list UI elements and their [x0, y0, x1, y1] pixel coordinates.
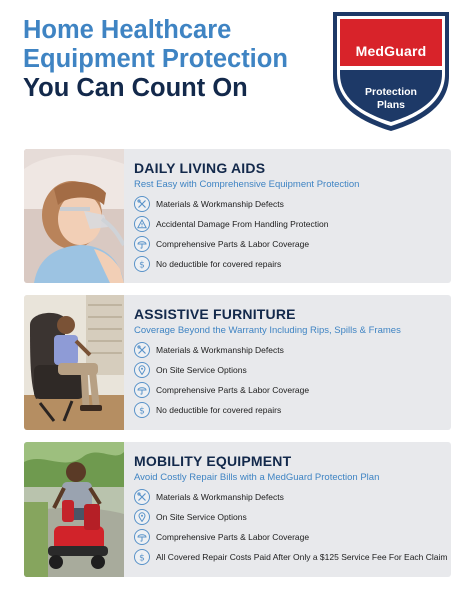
medguard-logo	[331, 10, 451, 132]
card-daily-living-aids	[24, 149, 451, 283]
feature-list	[134, 487, 448, 567]
tools-icon	[134, 489, 150, 505]
feature-item	[134, 487, 445, 507]
feature-list	[134, 340, 445, 420]
card-title: MOBILITY EQUIPMENT	[134, 453, 292, 469]
warning-icon	[134, 216, 150, 232]
feature-text: On Site Service Options	[156, 365, 247, 375]
feature-item	[134, 400, 445, 420]
feature-item	[134, 507, 445, 527]
svg-text:$: $	[139, 553, 145, 562]
logo-plans	[331, 86, 451, 112]
headline-line-2: Equipment Protection	[23, 45, 288, 74]
tools-icon	[134, 196, 150, 212]
logo-brand: MedGuard	[355, 43, 427, 59]
logo-plans-line-2: Plans	[376, 99, 405, 112]
feature-item	[134, 380, 445, 400]
dollar-icon	[134, 402, 150, 418]
feature-text: All Covered Repair Costs Paid After Only a $125 Service Fee For Each Claim	[156, 552, 448, 562]
location-pin-icon	[134, 362, 150, 378]
feature-text: No deductible for covered repairs	[156, 259, 282, 269]
umbrella-icon	[134, 236, 150, 252]
headline-line-3: You Can Count On	[23, 74, 248, 103]
feature-text: No deductible for covered repairs	[156, 405, 282, 415]
card-subtitle: Coverage Beyond the Warranty Including Rips, Spills & Frames	[134, 325, 401, 336]
dollar-icon	[134, 256, 150, 272]
svg-text:$: $	[139, 406, 145, 415]
svg-text:$: $	[139, 260, 145, 269]
card-assistive-furniture	[24, 295, 451, 430]
feature-text: On Site Service Options	[156, 512, 247, 522]
umbrella-icon	[134, 529, 150, 545]
card-body	[134, 442, 448, 567]
feature-text: Comprehensive Parts & Labor Coverage	[156, 239, 310, 249]
card-mobility-equipment	[24, 442, 451, 577]
feature-item	[134, 527, 445, 547]
card-title: ASSISTIVE FURNITURE	[134, 306, 296, 322]
feature-text: Materials & Workmanship Defects	[156, 492, 284, 502]
card-title: DAILY LIVING AIDS	[134, 160, 266, 176]
photo-woman-cpap	[24, 149, 124, 283]
shield-icon	[331, 10, 451, 132]
card-subtitle: Avoid Costly Repair Bills with a MedGuard Protection Plan	[134, 472, 380, 483]
feature-item	[134, 214, 445, 234]
headline-line-1: Home Healthcare	[23, 16, 232, 44]
card-body	[134, 295, 445, 420]
feature-item	[134, 194, 445, 214]
feature-text: Materials & Workmanship Defects	[156, 199, 284, 209]
photo-man-lift-chair	[24, 295, 124, 430]
feature-item	[134, 254, 445, 274]
logo-plans-line-1: Protection	[365, 86, 417, 98]
card-body	[134, 149, 445, 274]
location-pin-icon	[134, 509, 150, 525]
feature-list	[134, 194, 445, 274]
feature-text: Comprehensive Parts & Labor Coverage	[156, 385, 310, 395]
card-subtitle: Rest Easy with Comprehensive Equipment Protection	[134, 179, 360, 190]
feature-item	[134, 360, 445, 380]
dollar-icon	[134, 549, 150, 565]
feature-item	[134, 547, 448, 567]
feature-text: Comprehensive Parts & Labor Coverage	[156, 532, 310, 542]
photo-man-scooter	[24, 442, 124, 577]
umbrella-icon	[134, 382, 150, 398]
feature-item	[134, 340, 445, 360]
feature-text: Accidental Damage From Handling Protection	[156, 219, 329, 229]
feature-item	[134, 234, 445, 254]
headline	[23, 16, 288, 103]
feature-text: Materials & Workmanship Defects	[156, 345, 284, 355]
tools-icon	[134, 342, 150, 358]
